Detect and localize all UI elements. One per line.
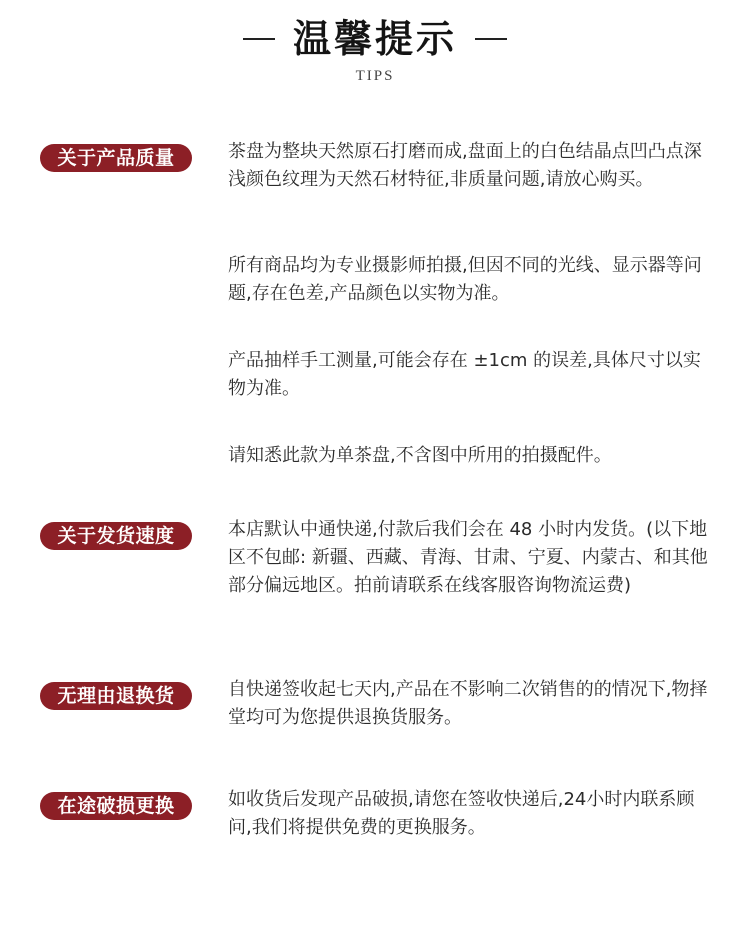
- title-row: [0, 16, 750, 62]
- page-header: [0, 16, 750, 85]
- quality-note-measurement: 产品抽样手工测量,可能会存在 ±1cm 的误差,具体尺寸以实物为准。: [228, 350, 701, 399]
- quality-note-accessories: 请知悉此款为单茶盘,不含图中所用的拍摄配件。: [228, 445, 612, 466]
- section-badge-returns: 无理由退换货: [40, 682, 192, 710]
- quality-note-color-difference: 所有商品均为专业摄影师拍摄,但因不同的光线、显示器等问题,存在色差,产品颜色以实物为准。: [228, 255, 702, 304]
- shipping-note: 本店默认中通快递,付款后我们会在 48 小时内发货。(以下地区不包邮: 新疆、西藏、青海、甘肃、宁夏、内蒙古、和其他部分偏远地区。拍前请联系在线客服咨询物流运费): [228, 519, 708, 596]
- page-title: 温馨提示: [292, 16, 457, 61]
- title-left-dash: [243, 38, 275, 40]
- page-subtitle: TIPS: [355, 68, 395, 84]
- section-badge-shipping: 关于发货速度: [40, 522, 192, 550]
- title-right-dash: [475, 38, 507, 40]
- section-badge-damage-replacement: 在途破损更换: [40, 792, 192, 820]
- returns-note: 自快递签收起七天内,产品在不影响二次销售的的情况下,物择堂均可为您提供退换货服务。: [228, 679, 708, 728]
- section-badge-product-quality: 关于产品质量: [40, 144, 192, 172]
- quality-note-natural-stone: 茶盘为整块天然原石打磨而成,盘面上的白色结晶点凹凸点深浅颜色纹理为天然石材特征,非质量问题,请放心购买。: [228, 141, 702, 190]
- damage-replacement-note: 如收货后发现产品破损,请您在签收快递后,24小时内联系顾问,我们将提供免费的更换服务。: [228, 789, 695, 838]
